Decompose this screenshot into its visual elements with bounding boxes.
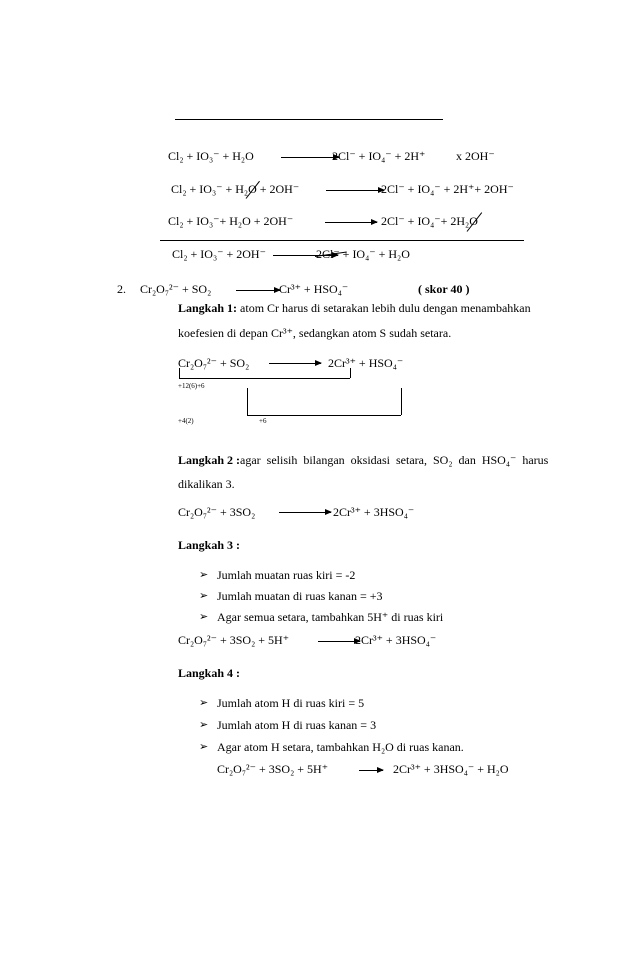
eq1-line1-left: Cl₂ + IO₃⁻ + H₂O xyxy=(168,149,254,163)
arrow-bullet-icon: ➢ xyxy=(199,590,209,602)
arrow-bullet-icon: ➢ xyxy=(199,611,209,623)
step3-item: Jumlah muatan ruas kiri = -2 xyxy=(217,568,356,582)
bracket-line xyxy=(247,415,401,416)
eq1-line1-multiplier: x 2OH⁻ xyxy=(456,149,495,163)
eqA-right: 2Cr³⁺ + HSO₄⁻ xyxy=(328,356,404,370)
step1-text: atom Cr harus di setarakan lebih dulu dengan menambahkan xyxy=(237,301,531,315)
eq1-line2-right: 2Cl⁻ + IO₄⁻ + 2H⁺+ 2OH⁻ xyxy=(381,182,514,196)
step2-label: Langkah 2 : xyxy=(178,453,241,467)
step2-line1 xyxy=(178,453,548,468)
eqA-left: Cr₂O₇²⁻ + SO₂ xyxy=(178,356,250,370)
top-rule xyxy=(175,119,443,120)
arrow-bullet-icon: ➢ xyxy=(199,569,209,581)
bracket-line xyxy=(401,388,402,415)
step1-text-line2: koefesien di depan Cr³⁺, sedangkan atom S sudah setara. xyxy=(178,326,452,340)
step3-label: Langkah 3 : xyxy=(178,538,241,552)
arrow-bullet-icon: ➢ xyxy=(199,719,209,731)
eq1-line1-right: 2Cl⁻ + IO₄⁻ + 2H⁺ xyxy=(332,149,426,163)
bracket-line xyxy=(179,368,180,378)
step4-item: Agar atom H setara, tambahkan H₂O di ruas kanan. xyxy=(217,740,464,754)
eqD-arrow xyxy=(359,770,383,771)
eq1-line3-right: 2Cl⁻ + IO₄⁻+ 2H₂O xyxy=(381,214,478,228)
oxidation-label: +12(6)+6 xyxy=(178,382,205,390)
question-number: 2. xyxy=(117,282,126,296)
step1-label: Langkah 1: xyxy=(178,301,238,315)
eq1-line1-arrow xyxy=(281,157,339,158)
step1-line1 xyxy=(178,301,531,316)
arrow-bullet-icon: ➢ xyxy=(199,697,209,709)
step4-label: Langkah 4 : xyxy=(178,666,241,680)
step2-text: agar selisih bilangan oksidasi setara, SO₂ dan HSO₄⁻ harus xyxy=(240,453,549,467)
oxidation-label: +4(2) xyxy=(178,417,194,425)
eqB-arrow xyxy=(279,512,331,513)
eqD-right: 2Cr³⁺ + 3HSO₄⁻ + H₂O xyxy=(393,762,509,776)
step3-item: Agar semua setara, tambahkan 5H⁺ di ruas kiri xyxy=(217,610,444,624)
eqA-arrow xyxy=(269,363,321,364)
score: ( skor 40 ) xyxy=(418,282,470,296)
eqC-right: 2Cr³⁺ + 3HSO₄⁻ xyxy=(355,633,437,647)
eq1-line4-right: 2Cl⁻ + IO₄⁻ + H₂O xyxy=(316,247,410,261)
step2-text-line2: dikalikan 3. xyxy=(178,477,235,491)
arrow-bullet-icon: ➢ xyxy=(199,741,209,753)
eqB-right: 2Cr³⁺ + 3HSO₄⁻ xyxy=(333,505,415,519)
eq1-line3-arrow xyxy=(325,222,377,223)
q2-left: Cr₂O₇²⁻ + SO₂ xyxy=(140,282,212,296)
bracket-line xyxy=(247,388,248,415)
step3-item: Jumlah muatan di ruas kanan = +3 xyxy=(217,589,383,603)
eq1-line3-left: Cl₂ + IO₃⁻+ H₂O + 2OH⁻ xyxy=(168,214,294,228)
step4-item: Jumlah atom H di ruas kiri = 5 xyxy=(217,696,365,710)
bracket-line xyxy=(350,368,351,378)
eq1-line2-arrow xyxy=(326,190,384,191)
oxidation-label: +6 xyxy=(259,417,267,425)
q2-right: Cr³⁺ + HSO₄⁻ xyxy=(279,282,349,296)
bracket-line xyxy=(179,378,350,379)
eqD-left: Cr₂O₇²⁻ + 3SO₂ + 5H⁺ xyxy=(217,762,329,776)
eqC-arrow xyxy=(318,641,360,642)
eqB-left: Cr₂O₇²⁻ + 3SO₂ xyxy=(178,505,256,519)
q2-arrow xyxy=(236,290,280,291)
eq1-line4-left: Cl₂ + IO₃⁻ + 2OH⁻ xyxy=(172,247,266,261)
eq1-line2-left: Cl₂ + IO₃⁻ + H₂O + 2OH⁻ xyxy=(171,182,300,196)
eqC-left: Cr₂O₇²⁻ + 3SO₂ + 5H⁺ xyxy=(178,633,290,647)
sum-rule xyxy=(160,240,524,241)
step4-item: Jumlah atom H di ruas kanan = 3 xyxy=(217,718,377,732)
